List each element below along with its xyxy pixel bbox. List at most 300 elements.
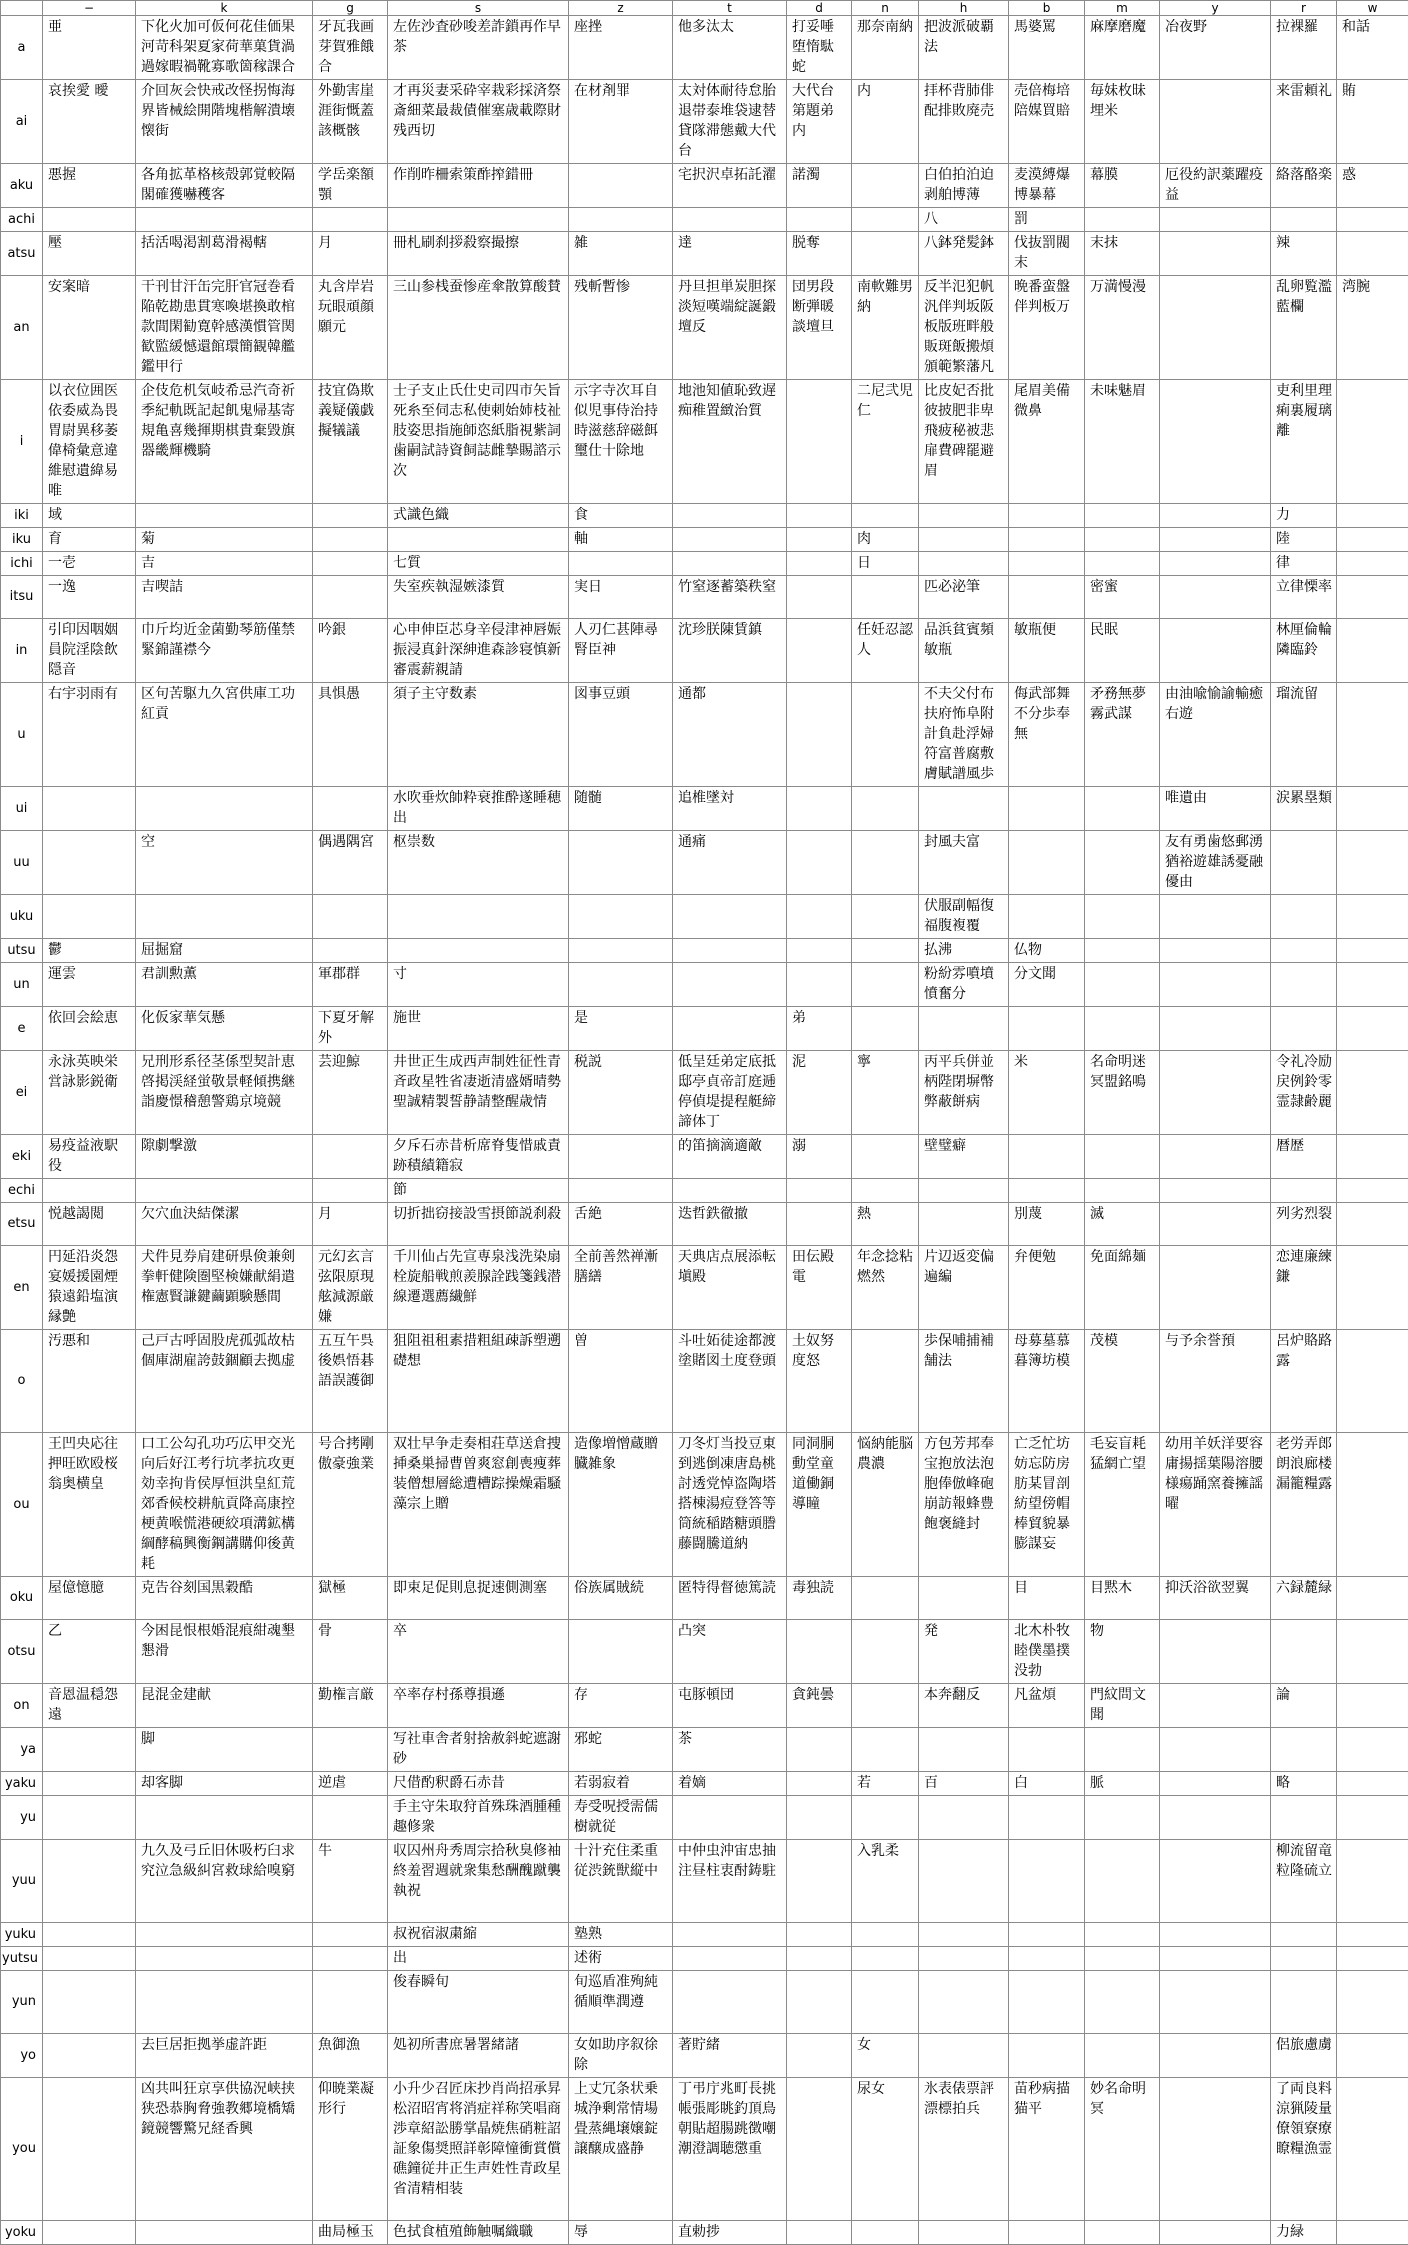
table-cell: [787, 2034, 852, 2078]
table-cell: 脚: [136, 1728, 313, 1772]
table-cell: 月: [313, 1203, 388, 1246]
table-cell: 柳流留竜粒隆硫立: [1271, 1840, 1337, 1923]
row-label: an: [1, 276, 43, 380]
table-cell: [43, 1772, 136, 1796]
table-cell: 円延沿炎怨宴媛援園煙猿遠鉛塩演縁艶: [43, 1246, 136, 1330]
table-cell: [136, 1923, 313, 1947]
table-cell: 易疫益液駅役: [43, 1135, 136, 1179]
table-cell: [313, 208, 388, 232]
table-cell: 魚御漁: [313, 2034, 388, 2078]
table-cell: 壁璧癖: [919, 1135, 1009, 1179]
table-cell: 安案暗: [43, 276, 136, 380]
table-cell: 依回会絵恵: [43, 1007, 136, 1051]
table-cell: 土奴努度怒: [787, 1330, 852, 1433]
table-cell: 卒率存村孫尊損遜: [388, 1684, 569, 1728]
table-cell: 下夏牙解外: [313, 1007, 388, 1051]
table-cell: [313, 1135, 388, 1179]
table-cell: [1271, 831, 1337, 895]
table-cell: [1085, 2221, 1160, 2245]
table-cell: [1085, 1179, 1160, 1203]
table-cell: 域: [43, 504, 136, 528]
table-cell: [919, 1923, 1009, 1947]
table-cell: 悩納能脳農濃: [852, 1433, 919, 1577]
table-cell: [569, 552, 673, 576]
table-cell: 発: [919, 1620, 1009, 1684]
table-cell: 永泳英映栄営詠影鋭衛: [43, 1051, 136, 1135]
table-cell: [1337, 232, 1408, 276]
table-cell: 女: [852, 2034, 919, 2078]
table-cell: 冊札刷刹拶殺察撮擦: [388, 232, 569, 276]
table-cell: 運雲: [43, 963, 136, 1007]
table-row: [1, 1577, 1408, 1620]
table-cell: [787, 208, 852, 232]
table-cell: [1160, 1728, 1271, 1772]
table-cell: [787, 504, 852, 528]
table-cell: [1160, 1923, 1271, 1947]
table-cell: 与予余誉預: [1160, 1330, 1271, 1433]
table-cell: 免面綿麺: [1085, 1246, 1160, 1330]
table-cell: [1085, 2034, 1160, 2078]
table-cell: [313, 939, 388, 963]
table-cell: 悪握: [43, 164, 136, 208]
table-cell: 干刊甘汗缶完肝官冠巻看陥乾勘患貫寒喚堪換敢棺款間閑勧寛幹感漢慣管関歓監緩憾還館環簡観韓艦鑑甲行: [136, 276, 313, 380]
table-cell: [313, 1728, 388, 1772]
table-cell: [787, 963, 852, 1007]
table-row: [1, 2078, 1408, 2221]
table-cell: [136, 504, 313, 528]
table-cell: 五互午呉後娯悟碁語誤護御: [313, 1330, 388, 1433]
row-label: you: [1, 2078, 43, 2221]
table-cell: [852, 1947, 919, 1971]
row-label: a: [1, 16, 43, 80]
table-cell: [852, 1330, 919, 1433]
table-cell: 脱奪: [787, 232, 852, 276]
table-cell: 屋億憶臆: [43, 1577, 136, 1620]
table-cell: 吉: [136, 552, 313, 576]
table-cell: 却客脚: [136, 1772, 313, 1796]
row-label: in: [1, 619, 43, 683]
table-cell: 悦越謁閲: [43, 1203, 136, 1246]
table-cell: 芸迎鯨: [313, 1051, 388, 1135]
table-cell: [1337, 683, 1408, 787]
table-cell: 乱卵覧濫藍欄: [1271, 276, 1337, 380]
row-label: oku: [1, 1577, 43, 1620]
table-cell: 名命明迷冥盟銘鳴: [1085, 1051, 1160, 1135]
table-cell: 双壮早争走奏相荘草送倉捜挿桑巣掃曹曽爽窓創喪痩葬装僧想層総遭槽踪操燥霜騒藻宗上贈: [388, 1433, 569, 1577]
table-cell: [1337, 1772, 1408, 1796]
table-cell: [1009, 1840, 1085, 1923]
column-header: n: [852, 1, 919, 16]
table-cell: [43, 2034, 136, 2078]
table-cell: [1160, 504, 1271, 528]
table-cell: [1337, 552, 1408, 576]
table-cell: [673, 1007, 787, 1051]
table-cell: 滅: [1085, 1203, 1160, 1246]
table-cell: 曽: [569, 1330, 673, 1433]
table-cell: [673, 504, 787, 528]
table-cell: [787, 787, 852, 831]
table-cell: [919, 1577, 1009, 1620]
table-row: [1, 1330, 1408, 1433]
table-cell: 仏物: [1009, 939, 1085, 963]
table-cell: 是: [569, 1007, 673, 1051]
table-cell: [673, 528, 787, 552]
table-cell: [136, 787, 313, 831]
table-cell: 尿女: [852, 2078, 919, 2221]
table-cell: [1160, 1971, 1271, 2034]
corner-cell: [1, 1, 43, 16]
row-label: iku: [1, 528, 43, 552]
table-cell: [1160, 2034, 1271, 2078]
table-cell: [313, 787, 388, 831]
table-cell: [787, 1923, 852, 1947]
table-cell: [136, 1179, 313, 1203]
table-cell: 竹窒逐蓄築秩窒: [673, 576, 787, 619]
column-header: b: [1009, 1, 1085, 16]
table-cell: [1160, 2221, 1271, 2245]
table-cell: [1160, 1947, 1271, 1971]
table-cell: 北木朴牧睦僕墨撲没勃: [1009, 1620, 1085, 1684]
table-cell: [1337, 528, 1408, 552]
table-cell: [136, 1971, 313, 2034]
table-cell: 一逸: [43, 576, 136, 619]
table-cell: 叔祝宿淑粛縮: [388, 1923, 569, 1947]
table-body: [1, 16, 1408, 2245]
table-cell: 雑: [569, 232, 673, 276]
table-cell: [1160, 963, 1271, 1007]
table-cell: [919, 1179, 1009, 1203]
table-cell: 克告谷刻国黒穀酷: [136, 1577, 313, 1620]
table-row: [1, 2221, 1408, 2245]
table-cell: 作削昨柵索策酢搾錯冊: [388, 164, 569, 208]
table-cell: [43, 1840, 136, 1923]
table-cell: [919, 528, 1009, 552]
row-label: ai: [1, 80, 43, 164]
table-cell: [1271, 1007, 1337, 1051]
table-cell: 中仲虫沖宙忠抽注昼柱衷酎鋳駐: [673, 1840, 787, 1923]
table-cell: [1337, 2078, 1408, 2221]
table-cell: [43, 1796, 136, 1840]
table-cell: 斗吐妬徒途都渡塗賭図土度登頭: [673, 1330, 787, 1433]
table-row: [1, 831, 1408, 895]
table-cell: 塾熟: [569, 1923, 673, 1947]
table-cell: 昆混金建献: [136, 1684, 313, 1728]
table-cell: [852, 1796, 919, 1840]
table-cell: 晩番蛮盤伴判板万: [1009, 276, 1085, 380]
table-cell: 敏瓶便: [1009, 619, 1085, 683]
table-cell: [136, 1947, 313, 1971]
table-cell: [852, 576, 919, 619]
table-cell: 封風夫富: [919, 831, 1009, 895]
table-cell: [1009, 552, 1085, 576]
table-cell: [43, 895, 136, 939]
table-row: [1, 1007, 1408, 1051]
table-cell: [136, 2221, 313, 2245]
table-cell: 比皮妃否批彼披肥非卑飛疲秘被悲扉費碑罷避眉: [919, 380, 1009, 504]
table-row: [1, 276, 1408, 380]
table-cell: [1160, 208, 1271, 232]
table-cell: 略: [1271, 1772, 1337, 1796]
table-cell: 寸: [388, 963, 569, 1007]
table-cell: 本奔翻反: [919, 1684, 1009, 1728]
table-cell: [919, 2221, 1009, 2245]
table-cell: [787, 576, 852, 619]
table-cell: [787, 2078, 852, 2221]
table-cell: 幼用羊妖洋要容庸揚揺葉陽溶腰様瘍踊窯養擁謡曜: [1160, 1433, 1271, 1577]
table-cell: 凡盆煩: [1009, 1684, 1085, 1728]
row-label: yu: [1, 1796, 43, 1840]
table-cell: [1271, 208, 1337, 232]
table-cell: [1009, 1923, 1085, 1947]
table-cell: [1085, 1796, 1160, 1840]
table-cell: 外勤害崖涯街慨蓋該概骸: [313, 80, 388, 164]
table-cell: [313, 504, 388, 528]
table-cell: 未味魅眉: [1085, 380, 1160, 504]
row-label: achi: [1, 208, 43, 232]
table-cell: 区句苦駆九久宮供庫工功紅貢: [136, 683, 313, 787]
table-cell: 拝杯背肺俳配排敗廃売: [919, 80, 1009, 164]
table-cell: [1271, 1796, 1337, 1840]
table-cell: [1160, 1179, 1271, 1203]
table-cell: [1337, 1923, 1408, 1947]
table-row: [1, 1947, 1408, 1971]
table-cell: 六録麓緑: [1271, 1577, 1337, 1620]
table-cell: 直勅捗: [673, 2221, 787, 2245]
table-cell: [1337, 1007, 1408, 1051]
table-cell: [1009, 528, 1085, 552]
table-cell: [919, 2034, 1009, 2078]
table-cell: [569, 895, 673, 939]
table-cell: 唯遺由: [1160, 787, 1271, 831]
table-cell: [1009, 2221, 1085, 2245]
table-row: [1, 963, 1408, 1007]
table-cell: [313, 1947, 388, 1971]
table-cell: 貪鈍曇: [787, 1684, 852, 1728]
table-cell: 写社車舎者射捨赦斜蛇遮謝砂: [388, 1728, 569, 1772]
table-cell: 毎妹枚昧埋米: [1085, 80, 1160, 164]
table-cell: 密蜜: [1085, 576, 1160, 619]
table-cell: 恋連廉練鎌: [1271, 1246, 1337, 1330]
table-row: [1, 164, 1408, 208]
table-cell: 歩保哺捕補舗法: [919, 1330, 1009, 1433]
table-cell: [787, 831, 852, 895]
table-cell: 矛務無夢霧武謀: [1085, 683, 1160, 787]
table-cell: 林厘倫輪隣臨鈴: [1271, 619, 1337, 683]
table-cell: [1160, 552, 1271, 576]
table-cell: 処初所書庶暑署緒諸: [388, 2034, 569, 2078]
table-cell: 厄役約訳薬躍疫益: [1160, 164, 1271, 208]
table-cell: 今困昆恨根婚混痕紺魂墾懇滑: [136, 1620, 313, 1684]
column-header: t: [673, 1, 787, 16]
table-cell: [569, 164, 673, 208]
table-cell: [787, 2221, 852, 2245]
row-label: o: [1, 1330, 43, 1433]
table-cell: [1085, 1840, 1160, 1923]
table-row: [1, 208, 1408, 232]
table-cell: 旬巡盾准殉純循順準潤遵: [569, 1971, 673, 2034]
row-label: yun: [1, 1971, 43, 2034]
table-cell: 辣: [1271, 232, 1337, 276]
table-cell: [1337, 576, 1408, 619]
table-cell: 若: [852, 1772, 919, 1796]
table-cell: [852, 963, 919, 1007]
table-cell: 妙名命明冥: [1085, 2078, 1160, 2221]
table-cell: [1085, 895, 1160, 939]
table-cell: [136, 895, 313, 939]
table-cell: 残斬暫惨: [569, 276, 673, 380]
table-cell: 馬婆罵: [1009, 16, 1085, 80]
table-cell: [852, 683, 919, 787]
table-cell: 目黙木: [1085, 1577, 1160, 1620]
table-cell: 那奈南納: [852, 16, 919, 80]
table-cell: [569, 831, 673, 895]
table-cell: 軸: [569, 528, 673, 552]
table-cell: 八: [919, 208, 1009, 232]
table-cell: 溺: [787, 1135, 852, 1179]
table-cell: 尺借酌釈爵石赤昔: [388, 1772, 569, 1796]
table-cell: [852, 1971, 919, 2034]
column-header: r: [1271, 1, 1337, 16]
table-cell: [1271, 1179, 1337, 1203]
table-cell: 伏服副幅復福腹複覆: [919, 895, 1009, 939]
table-cell: 色拭食植殖飾触嘱織職: [388, 2221, 569, 2245]
table-cell: [1160, 2078, 1271, 2221]
table-cell: 元幻玄言弦限原現舷減源厳嫌: [313, 1246, 388, 1330]
table-cell: [388, 895, 569, 939]
table-cell: [852, 787, 919, 831]
table-cell: [313, 528, 388, 552]
table-row: [1, 1051, 1408, 1135]
table-cell: 諾濁: [787, 164, 852, 208]
table-cell: 左佐沙査砂唆差詐鎖再作早茶: [388, 16, 569, 80]
table-cell: [1160, 276, 1271, 380]
table-cell: 卒: [388, 1620, 569, 1684]
table-cell: 氷表俵票評漂標拍兵: [919, 2078, 1009, 2221]
table-cell: 節: [388, 1179, 569, 1203]
table-row: [1, 80, 1408, 164]
table-cell: [43, 1728, 136, 1772]
table-cell: [313, 1796, 388, 1840]
table-cell: [787, 1840, 852, 1923]
row-label: utsu: [1, 939, 43, 963]
table-cell: [1271, 1728, 1337, 1772]
table-cell: 侶旅慮虜: [1271, 2034, 1337, 2078]
table-cell: [1009, 1728, 1085, 1772]
table-cell: [1085, 1971, 1160, 2034]
table-cell: 心申伸臣芯身辛侵津神唇娠振浸真針深紳進森診寝慎新審震薪親請: [388, 619, 569, 683]
table-cell: 音恩温穏怨遠: [43, 1684, 136, 1728]
table-cell: [919, 1840, 1009, 1923]
table-cell: [919, 1947, 1009, 1971]
table-cell: 実日: [569, 576, 673, 619]
table-cell: [1160, 1135, 1271, 1179]
table-cell: [673, 1796, 787, 1840]
row-label: yoku: [1, 2221, 43, 2245]
table-cell: 惑: [1337, 164, 1408, 208]
table-cell: [1085, 963, 1160, 1007]
table-cell: 勤権言厳: [313, 1684, 388, 1728]
table-cell: 白: [1009, 1772, 1085, 1796]
table-cell: 亜: [43, 16, 136, 80]
table-cell: 牛: [313, 1840, 388, 1923]
table-row: [1, 1796, 1408, 1840]
table-cell: [569, 208, 673, 232]
table-cell: 低呈廷弟定底抵邸亭貞帝訂庭逓停偵堤提程艇締諦体丁: [673, 1051, 787, 1135]
table-row: [1, 895, 1408, 939]
table-cell: [852, 831, 919, 895]
table-cell: 寿受呪授需儒樹就従: [569, 1796, 673, 1840]
table-cell: [1160, 1246, 1271, 1330]
table-cell: 邪蛇: [569, 1728, 673, 1772]
table-cell: [43, 831, 136, 895]
table-cell: 学岳楽額顎: [313, 164, 388, 208]
table-cell: 化仮家華気懸: [136, 1007, 313, 1051]
table-cell: 賄: [1337, 80, 1408, 164]
table-cell: 不夫父付布扶府怖阜附計負赴浮婦符富普腐敷膚賦譜風歩: [919, 683, 1009, 787]
table-cell: [1337, 2034, 1408, 2078]
table-cell: [852, 1135, 919, 1179]
table-cell: 丁弔庁兆町長挑帳張彫眺釣頂鳥朝貼超腸跳徴嘲潮澄調聴懲重: [673, 2078, 787, 2221]
table-cell: [852, 1728, 919, 1772]
table-cell: 座挫: [569, 16, 673, 80]
table-cell: [43, 1179, 136, 1203]
table-cell: [388, 939, 569, 963]
column-header: g: [313, 1, 388, 16]
table-cell: 施世: [388, 1007, 569, 1051]
table-cell: [313, 1179, 388, 1203]
table-cell: [852, 2221, 919, 2245]
table-cell: 偶遇隅宮: [313, 831, 388, 895]
table-cell: [1337, 1135, 1408, 1179]
table-cell: 幕膜: [1085, 164, 1160, 208]
table-cell: [1160, 380, 1271, 504]
table-cell: [1337, 1203, 1408, 1246]
table-cell: 米: [1009, 1051, 1085, 1135]
table-cell: [1160, 576, 1271, 619]
table-row: [1, 2034, 1408, 2078]
table-cell: [1085, 528, 1160, 552]
column-header: w: [1337, 1, 1408, 16]
table-cell: [787, 939, 852, 963]
table-cell: 具惧愚: [313, 683, 388, 787]
table-cell: [1009, 576, 1085, 619]
table-cell: 着嫡: [673, 1772, 787, 1796]
table-cell: 毒独読: [787, 1577, 852, 1620]
table-cell: 麦漠縛爆博暴幕: [1009, 164, 1085, 208]
table-cell: 欠穴血決結傑潔: [136, 1203, 313, 1246]
table-cell: 千川仙占先宣専泉浅洗染扇栓旋船戦煎羨腺詮践箋銭潜線遷選薦繊鮮: [388, 1246, 569, 1330]
table-row: [1, 1923, 1408, 1947]
table-cell: [673, 552, 787, 576]
table-cell: [1160, 939, 1271, 963]
table-cell: [787, 1772, 852, 1796]
table-cell: 弟: [787, 1007, 852, 1051]
table-cell: 屈掘窟: [136, 939, 313, 963]
table-cell: 一壱: [43, 552, 136, 576]
table-cell: [1337, 1330, 1408, 1433]
table-cell: [1337, 963, 1408, 1007]
table-cell: 曲局極玉: [313, 2221, 388, 2245]
column-header: z: [569, 1, 673, 16]
table-row: [1, 1620, 1408, 1684]
table-cell: 熱: [852, 1203, 919, 1246]
table-cell: 大代台第題弟内: [787, 80, 852, 164]
table-cell: 犬件見券肩建研県倹兼剣拳軒健険圏堅検嫌献絹遣権憲賢謙鍵繭顕験懸間: [136, 1246, 313, 1330]
table-cell: [1085, 208, 1160, 232]
table-cell: [673, 895, 787, 939]
table-cell: [1271, 1923, 1337, 1947]
table-cell: 呂炉賂路露: [1271, 1330, 1337, 1433]
